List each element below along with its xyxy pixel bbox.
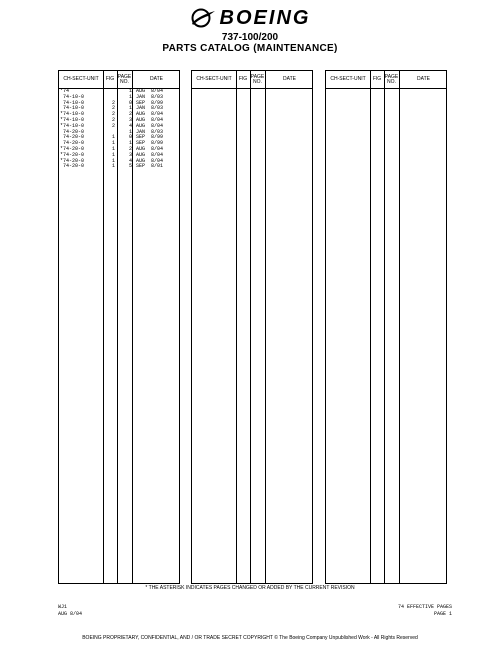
row-unit: *74-20-0 — [60, 157, 85, 164]
row-fig: 2 — [111, 111, 115, 118]
col-header-date: DATE — [283, 76, 296, 82]
row-page: 1 — [128, 105, 132, 112]
footer-section-title: 74 EFFECTIVE PAGES — [397, 604, 452, 610]
row-fig: 1 — [111, 140, 115, 147]
footer-code: WJ1 — [58, 604, 68, 610]
row-page: 5 — [128, 163, 132, 170]
footer-revision-date: AUG 8/04 — [58, 611, 83, 617]
col-header-fig: FIG — [372, 76, 382, 82]
row-unit: *74-10-0 — [60, 122, 85, 129]
col-header-date: DATE — [417, 76, 430, 82]
row-date: SEP 8/99 — [136, 99, 164, 106]
row-unit: 74-20-0 — [60, 134, 85, 141]
row-unit: *74-10-0 — [60, 116, 85, 123]
row-page: 1 — [128, 88, 132, 94]
row-unit: 74-10-0 — [60, 105, 85, 112]
row-date: JAN 8/03 — [136, 128, 164, 135]
col-header-fig: FIG — [238, 76, 248, 82]
row-date: AUG 8/04 — [136, 88, 164, 94]
row-page: 2 — [128, 111, 132, 118]
col-header-unit: CH-SECT-UNIT — [196, 76, 232, 82]
footer-page-number: PAGE 1 — [433, 611, 452, 617]
row-fig: 2 — [111, 105, 115, 112]
row-page: 3 — [128, 151, 132, 158]
row-fig: 1 — [111, 134, 115, 141]
asterisk-note: * THE ASTERISK INDICATES PAGES CHANGED OR ADDED BY THE CURRENT REVISION — [145, 585, 355, 591]
row-date: SEP 8/99 — [136, 140, 164, 147]
col-header-unit: CH-SECT-UNIT — [63, 76, 99, 82]
row-page: 1 — [128, 128, 132, 135]
effective-pages-panel-1 — [58, 70, 180, 584]
col-header-page: PAGE NO. — [384, 73, 399, 85]
row-unit: 74-10-0 — [60, 99, 85, 106]
col-header-page: PAGE NO. — [250, 73, 265, 85]
row-date: AUG 8/04 — [136, 122, 164, 129]
catalog-title: PARTS CATALOG (MAINTENANCE) — [162, 43, 338, 54]
col-header-page: PAGE NO. — [117, 73, 132, 85]
row-unit: *74-20-0 — [60, 145, 85, 152]
row-fig: 2 — [111, 116, 115, 123]
effective-pages-panel-2 — [191, 70, 313, 584]
row-date: JAN 8/03 — [136, 93, 164, 100]
proprietary-notice: BOEING PROPRIETARY, CONFIDENTIAL, AND / OR TRADE SECRET COPYRIGHT © The Boeing Company Unpublished Work - All Rights Reserved — [82, 635, 418, 641]
row-page: 0 — [128, 134, 132, 141]
row-unit: *74 — [60, 88, 70, 94]
page-header — [0, 6, 500, 54]
row-date: AUG 8/04 — [136, 157, 164, 164]
row-date: AUG 8/04 — [136, 116, 164, 123]
row-unit: 74-20-0 — [60, 163, 85, 170]
row-unit: 74-20-0 — [60, 128, 85, 135]
row-page: 1 — [128, 140, 132, 147]
col-header-date: DATE — [150, 76, 163, 82]
brand-name: BOEING — [219, 7, 311, 29]
row-page: 2 — [128, 145, 132, 152]
row-unit: 74-20-0 — [60, 140, 85, 147]
model-number: 737-100/200 — [221, 32, 279, 43]
row-fig: 2 — [111, 99, 115, 106]
row-unit: *74-10-0 — [60, 111, 85, 118]
effective-pages-list — [59, 89, 179, 170]
row-unit: *74-20-0 — [60, 151, 85, 158]
row-fig: 1 — [111, 163, 115, 170]
row-fig: 2 — [111, 122, 115, 129]
row-date: JAN 8/03 — [136, 105, 164, 112]
table-row — [59, 164, 179, 170]
row-page: 3 — [128, 116, 132, 123]
row-page: 0 — [128, 99, 132, 106]
boeing-logo — [0, 6, 500, 30]
row-date: AUG 8/04 — [136, 151, 164, 158]
row-fig: 1 — [111, 145, 115, 152]
row-page: 1 — [128, 93, 132, 100]
row-fig: 1 — [111, 151, 115, 158]
row-unit: 74-10-0 — [60, 93, 85, 100]
row-page: 4 — [128, 157, 132, 164]
row-page: 4 — [128, 122, 132, 129]
col-header-fig: FIG — [105, 76, 115, 82]
row-fig: 1 — [111, 157, 115, 164]
effective-pages-panel-3 — [325, 70, 447, 584]
boeing-symbol-icon — [190, 7, 216, 29]
row-date: AUG 8/04 — [136, 111, 164, 118]
row-date: SEP 8/99 — [136, 134, 164, 141]
row-date: SEP 8/01 — [136, 163, 164, 170]
row-date: AUG 8/04 — [136, 145, 164, 152]
col-header-unit: CH-SECT-UNIT — [330, 76, 366, 82]
